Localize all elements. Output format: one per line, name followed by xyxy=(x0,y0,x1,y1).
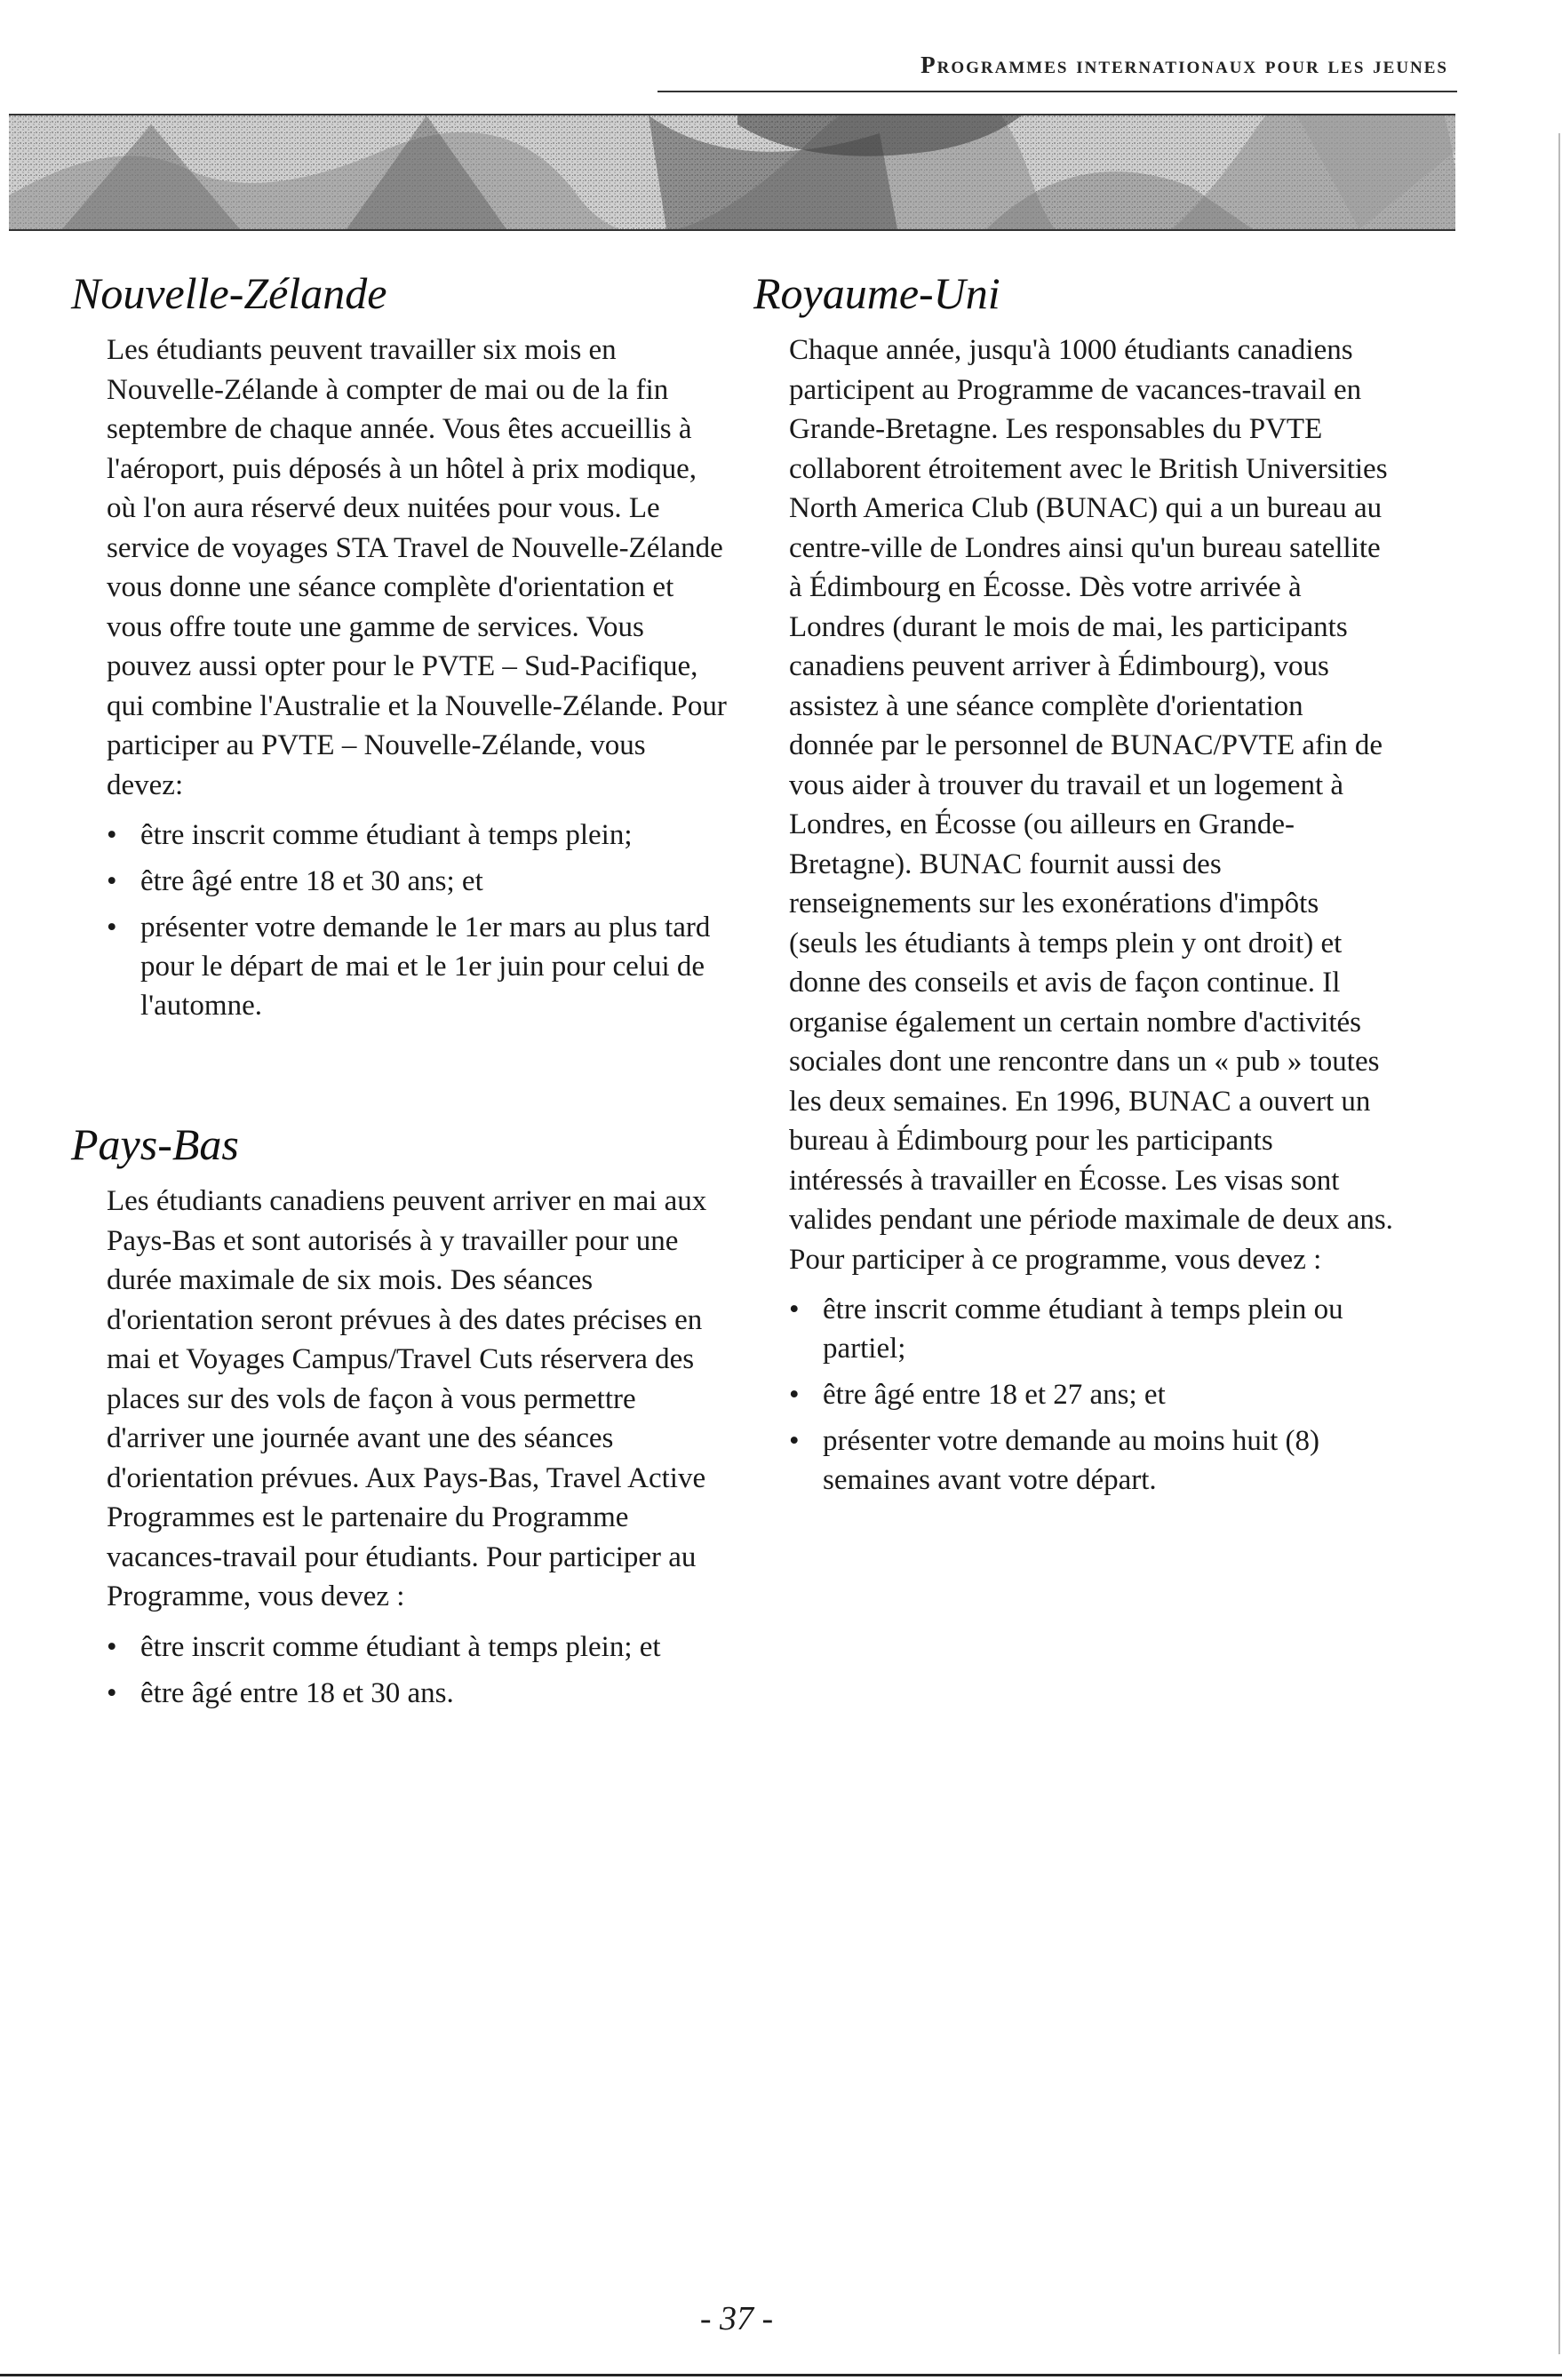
requirements-list xyxy=(789,1290,1393,1500)
section-title: Pays-Bas xyxy=(71,1119,239,1169)
section-title: Royaume-Uni xyxy=(753,268,1000,318)
list-item: • être inscrit comme étudiant à temps plein; xyxy=(107,816,729,855)
list-item: • présenter votre demande le 1er mars au plus tard pour le départ de mai et le 1er juin pour celui de l'automne. xyxy=(107,908,729,1025)
page-number: - 37 - xyxy=(699,2300,774,2337)
running-title: Programmes internationaux pour les jeunes xyxy=(920,52,1448,78)
list-item: • être inscrit comme étudiant à temps plein; et xyxy=(107,1628,729,1667)
section-nouvelle-zelande xyxy=(71,267,729,1025)
bottom-rule xyxy=(0,2374,1562,2376)
list-item: • être âgé entre 18 et 30 ans. xyxy=(107,1674,729,1713)
section-paragraph: Les étudiants peuvent travailler six mois en Nouvelle-Zélande à compter de mai ou de la fin septembre de chaque année. Vous êtes accueillis à l'aéroport, puis déposés à un hôtel à prix modique, où l'on aura réservé deux nuitées pour vous. Le service de voyages STA Travel de Nouvelle-Zélande vous donne une séance complète d'orientation et vous offre toute une gamme de services. Vous pouvez aussi opter pour le PVTE – Sud-Pacifique, qui combine l'Australie et la Nouvelle-Zélande. Pour participer au PVTE – Nouvelle-Zélande, vous devez: xyxy=(107,334,727,801)
list-item: • être âgé entre 18 et 27 ans; et xyxy=(789,1375,1393,1414)
list-item: • présenter votre demande au moins huit (8) semaines avant votre départ. xyxy=(789,1421,1393,1500)
right-column xyxy=(753,267,1393,1507)
left-column xyxy=(71,267,729,1720)
requirements-list xyxy=(107,816,729,1025)
header-rule xyxy=(657,91,1457,92)
section-royaume-uni xyxy=(753,267,1393,1500)
section-paragraph: Les étudiants canadiens peuvent arriver en mai aux Pays-Bas et sont autorisés à y travailler pour une durée maximale de six mois. Des séances d'orientation seront prévues à des dates précises en mai et Voyages Campus/Travel Cuts réservera des places sur des vols de façon à vous permettre d'arriver une journée avant une des séances d'orientation prévues. Aux Pays-Bas, Travel Active Programmes est le partenaire du Programme vacances-travail pour étudiants. Pour participer au Programme, vous devez : xyxy=(107,1185,707,1612)
banner-image xyxy=(9,114,1455,231)
banner-photo-icon xyxy=(9,115,1455,229)
scan-edge xyxy=(1558,133,1560,2354)
list-item: • être inscrit comme étudiant à temps plein ou partiel; xyxy=(789,1290,1393,1368)
list-item: • être âgé entre 18 et 30 ans; et xyxy=(107,862,729,901)
section-pays-bas xyxy=(71,1118,729,1713)
section-title: Nouvelle-Zélande xyxy=(71,268,387,318)
requirements-list xyxy=(107,1628,729,1713)
section-paragraph: Chaque année, jusqu'à 1000 étudiants canadiens participent au Programme de vacances-travail en Grande-Bretagne. Les responsables du PVTE collaborent étroitement avec le British Universities North America Club (BUNAC) qui a un bureau au centre-ville de Londres ainsi qu'un bureau satellite à Édimbourg en Écosse. Dès votre arrivée à Londres (durant le mois de mai, les participants canadiens peuvent arriver à Édimbourg), vous assistez à une séance complète d'orientation donnée par le personnel de BUNAC/PVTE afin de vous aider à trouver du travail et un logement à Londres, en Écosse (ou ailleurs en Grande-Bretagne). BUNAC fournit aussi des renseignements sur les exonérations d'impôts (seuls les étudiants à temps plein y ont droit) et donne des conseils et avis de façon continue. Il organise également un certain nombre d'activités sociales dont une rencontre dans un « pub » toutes les deux semaines. En 1996, BUNAC a ouvert un bureau à Édimbourg pour les participants intéressés à travailler en Écosse. Les visas sont valides pendant une période maximale de deux ans. Pour participer à ce programme, vous devez : xyxy=(789,334,1393,1276)
running-header xyxy=(0,52,1448,79)
